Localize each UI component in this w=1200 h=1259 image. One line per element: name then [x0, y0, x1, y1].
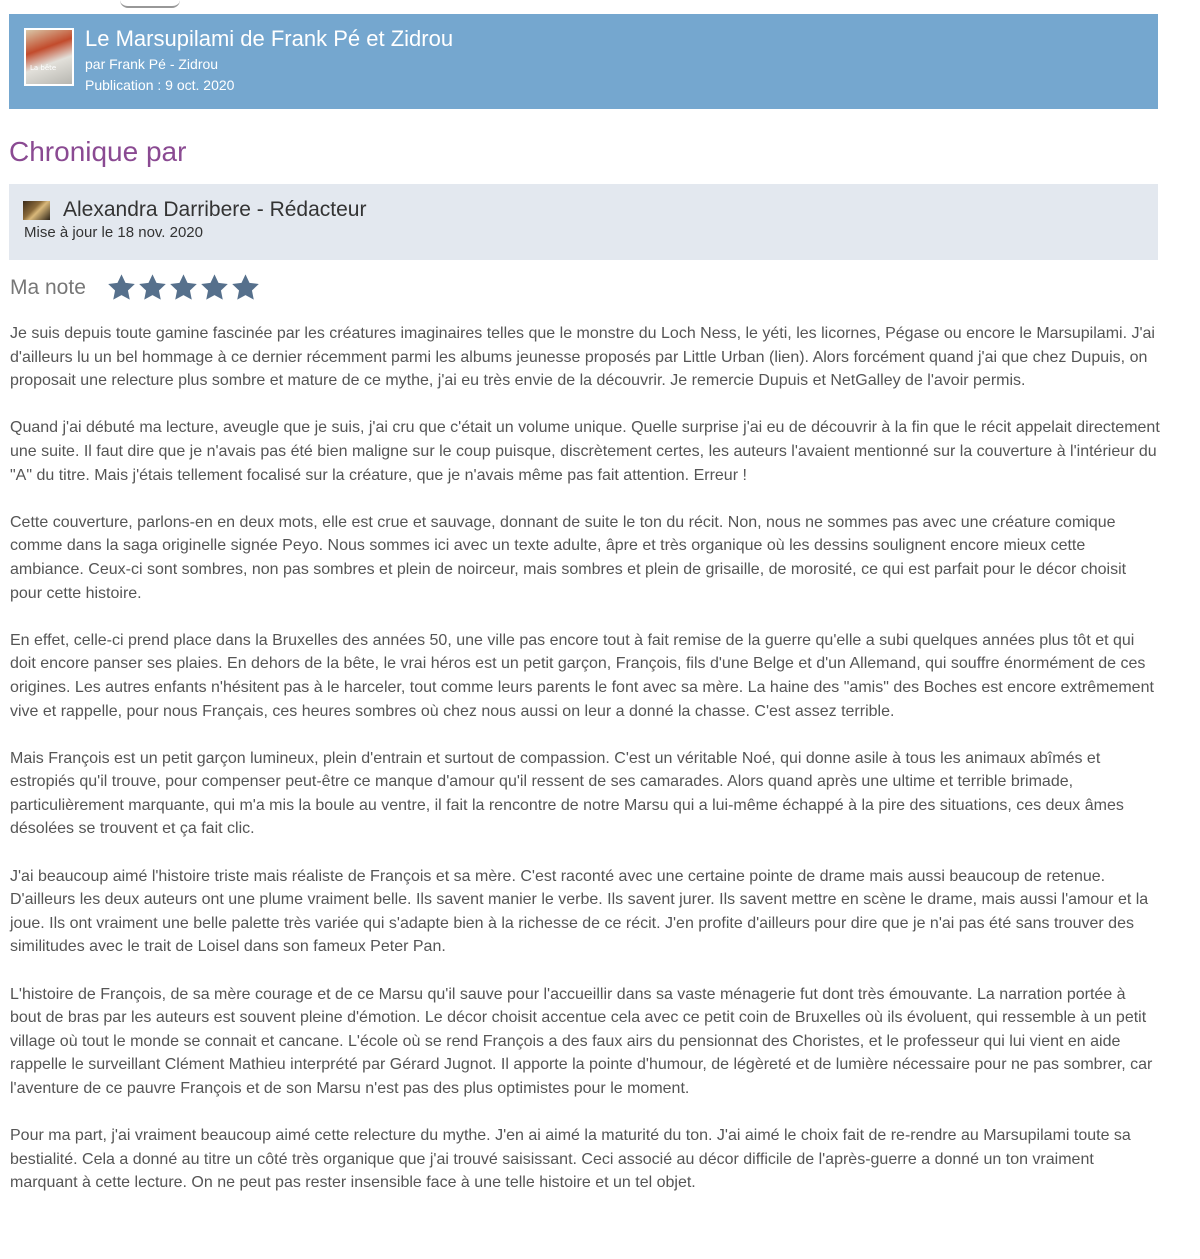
rating-stars [106, 272, 261, 303]
cover-label: La bête [30, 64, 57, 72]
star-icon [168, 272, 199, 303]
avatar [23, 201, 50, 220]
update-date: Mise à jour le 18 nov. 2020 [24, 224, 203, 241]
review-body [10, 322, 1160, 1219]
star-icon [199, 272, 230, 303]
star-icon [106, 272, 137, 303]
book-title[interactable]: Le Marsupilami de Frank Pé et Zidrou [85, 26, 454, 51]
book-header [9, 14, 1158, 109]
review-paragraph: Pour ma part, j'ai vraiment beaucoup aimé cette relecture du mythe. J'en ai aimé la maturité du ton. J'ai aimé le choix fait de re-rendre au Marsupilami toute sa bestialité. Cela a donné au titre un côté très organique que j'ai trouvé saisissant. Ceci associé au décor difficile de l'après-guerre a donné un ton vraiment marquant à cette lecture. On ne peut pas rester insensible face à une telle histoire et un tel objet. [10, 1127, 1131, 1192]
rating-label: Ma note [10, 276, 86, 299]
book-authors: par Frank Pé - Zidrou [85, 56, 219, 72]
review-paragraph: Quand j'ai débuté ma lecture, aveugle que je suis, j'ai cru que c'était un volume unique. Quelle surprise j'ai eu de découvrir à la fin que le récit appelait directement une suite. Il faut dire que je n'avais pas été bien maligne sur le coup puisque, discrètement certes, les auteurs l'avaient mentionné sur la couverture à l'intérieur du "A" du titre. Mais j'étais tellement focalisé sur la créature, que je n'avais même pas fait attention. Erreur ! [10, 419, 1160, 484]
review-paragraph: J'ai beaucoup aimé l'histoire triste mais réaliste de François et sa mère. C'est raconté avec une certaine pointe de drame mais aussi beaucoup de retenue. D'ailleurs les deux auteurs ont une plume vraiment belle. Ils savent manier le verbe. Ils savent jurer. Ils savent mettre en scène le drame, mais aussi l'amour et la joue. Ils ont vraiment une belle palette très variée qui s'adapte bien à la richesse de ce récit. J'en profite d'ailleurs pour dire que je n'ai pas été sans trouver des similitudes avec le trait de Loisel dans son fameux Peter Pan. [10, 867, 1149, 956]
star-icon [137, 272, 168, 303]
review-paragraph: Je suis depuis toute gamine fascinée par les créatures imaginaires telles que le monstre du Loch Ness, le yéti, les licornes, Pégase ou encore le Marsupilami. J'ai d'ailleurs lu un bel hommage à ce dernier récemment parmi les albums jeunesse proposés par Little Urban (lien). Alors forcément quand j'ai que chez Dupuis, on proposait une relecture plus sombre et mature de ce mythe, j'ai eu très envie de la découvrir. Je remercie Dupuis et NetGalley de l'avoir permis. [10, 325, 1155, 390]
book-cover-thumbnail[interactable] [24, 28, 74, 86]
review-paragraph: L'histoire de François, de sa mère courage et de ce Marsu qu'il sauve pour l'accueillir dans sa vaste ménagerie fut dont très émouvante. La narration portée à bout de bras par les auteurs est souvent pleine d'émotion. Le décor choisit accentue cela avec ce petit coin de Bruxelles où ils évoluent, qui ressemble à un petit village où tout le monde se connait et cancane. L'école où se rend François a des faux airs du pensionnat des Choristes, et le professeur qui lui vient en aide rappelle le surveillant Clément Mathieu interprété par Gérard Jugnot. Il apporte la pointe d'humour, de légèreté et de lumière nécessaire pour ne pas sombrer, car l'aventure de ce pauvre François et de son Marsu n'est pas des plus optimistes pour le moment. [10, 985, 1153, 1097]
star-icon [230, 272, 261, 303]
top-decoration [120, 0, 180, 8]
reviewer-box [9, 184, 1158, 260]
reviewer-name[interactable]: Alexandra Darribere - Rédacteur [63, 198, 367, 221]
review-paragraph: Cette couverture, parlons-en en deux mots, elle est crue et sauvage, donnant de suite le ton du récit. Non, nous ne sommes pas avec une créature comique comme dans la saga originelle signée Peyo. Nous sommes ici avec un texte adulte, âpre et très organique où les dessins soulignent encore mieux cette ambiance. Ceux-ci sont sombres, non pas sombres et plein de noirceur, mais sombres et plein de grisaille, de morosité, ce qui est parfait pour le décor choisit pour cette histoire. [10, 513, 1127, 602]
review-paragraph: En effet, celle-ci prend place dans la Bruxelles des années 50, une ville pas encore tout à fait remise de la guerre qu'elle a subi quelques années plus tôt et qui doit encore panser ses plaies. En dehors de la bête, le vrai héros est un petit garçon, François, fils d'une Belge et d'un Allemand, qui souffre énormément de ces origines. Les autres enfants n'hésitent pas à le harceler, tout comme leurs parents le font avec sa mère. La haine des "amis" des Boches est encore extrêmement vive et rappelle, pour nous Français, ces heures sombres où chez nous aussi on leur a donné la chasse. C'est assez terrible. [10, 631, 1154, 720]
review-paragraph: Mais François est un petit garçon lumineux, plein d'entrain et surtout de compassion. C'est un véritable Noé, qui donne asile à tous les animaux abîmés et estropiés qu'il trouve, pour compenser peut-être ce manque d'amour qu'il ressent de ses camarades. Alors quand après une ultime et terrible brimade, particulièrement marquante, qui m'a mis la boule au ventre, il fait la rencontre de notre Marsu qui a lui-même échappé à la pire des situations, ces deux âmes désolées se trouvent et ça fait clic. [10, 749, 1124, 838]
publication-date: Publication : 9 oct. 2020 [85, 77, 235, 93]
section-title: Chronique par [9, 136, 187, 167]
